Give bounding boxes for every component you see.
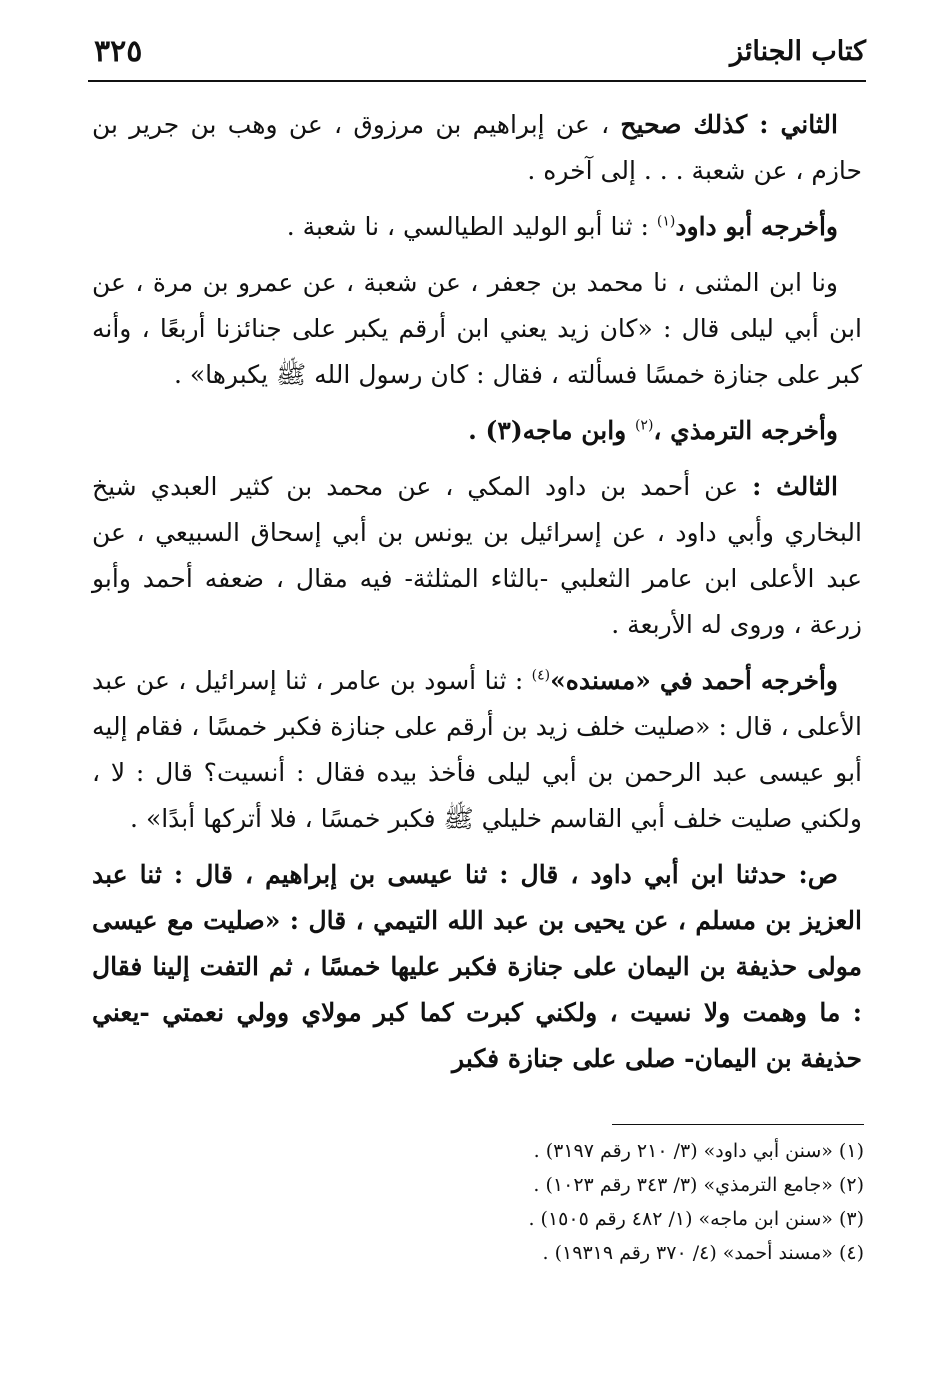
- paragraph-text: عن أحمد بن داود المكي ، عن محمد بن كثير العبدي شيخ البخاري وأبي داود ، عن إسرائيل بن يونس بن أبي إسحاق السبيعي ، عن عبد الأعلى ابن عامر الثعلبي -بالثاء المثلثة- فيه مقال ، ضعفه أحمد وأبو زرعة ، وروى له الأربعة .: [92, 472, 863, 639]
- paragraph-second-chain: [92, 102, 862, 194]
- paragraph-lead: وأخرجه أبو داود: [675, 212, 838, 241]
- footnote-1: (١) «سنن أبي داود» (٣/ ٢١٠ رقم ٣١٩٧) .: [533, 1140, 864, 1162]
- footnote-divider: [612, 1124, 864, 1125]
- footnote-ref: (٤): [531, 667, 551, 684]
- paragraph-tirmidhi: [92, 408, 862, 454]
- paragraph-lead: الثاني : كذلك صحيح: [620, 110, 838, 139]
- paragraph-ahmad: [92, 658, 862, 842]
- paragraph-lead: وأخرجه أحمد في «مسنده»: [550, 666, 838, 695]
- paragraph-text: ونا ابن المثنى ، نا محمد بن جعفر ، عن شعبة ، عن عمرو بن مرة ، عن ابن أبي ليلى قال : «كان زيد يعني ابن أرقم يكبر على جنائزنا أربعًا ، وأنه كبر على جنازة خمسًا فسألته ، فقال : كان رسول الله ﷺ يكبرها» .: [92, 268, 862, 389]
- main-text: [92, 102, 862, 1092]
- paragraph-text: وابن ماجه(٣) .: [468, 416, 635, 445]
- footnote-2: (٢) «جامع الترمذي» (٣/ ٣٤٣ رقم ١٠٢٣) .: [533, 1174, 864, 1196]
- paragraph-ibn-muthanna: [92, 260, 862, 398]
- paragraph-abu-dawud: [92, 204, 862, 250]
- paragraph-third-chain: [92, 464, 862, 648]
- footnote-ref: (٢): [634, 417, 654, 434]
- footnote-4: (٤) «مسند أحمد» (٤/ ٣٧٠ رقم ١٩٣١٩) .: [542, 1242, 864, 1264]
- paragraph-text: ، عن إبراهيم بن مرزوق ، عن وهب بن جرير بن حازم ، عن شعبة . . . إلى آخره .: [92, 110, 862, 185]
- paragraph-text: : ثنا أسود بن عامر ، ثنا إسرائيل ، عن عبد الأعلى ، قال : «صليت خلف زيد بن أرقم على جنازة فكبر خمسًا ، فقام إليه أبو عيسى عبد الرحمن بن أبي ليلى فأخذ بيده فقال : أنسيت؟ قال : لا ، ولكني صليت خلف أبي القاسم خليلي ﷺ فكبر خمسًا ، فلا أتركها أبدًا» .: [92, 666, 862, 833]
- paragraph-lead: الثالث :: [752, 472, 838, 501]
- paragraph-text: : ثنا أبو الوليد الطيالسي ، نا شعبة .: [286, 212, 657, 241]
- footnote-ref: (١): [656, 213, 676, 230]
- paragraph-sad-text: ص: حدثنا ابن أبي داود ، قال : ثنا عيسى بن إبراهيم ، قال : ثنا عبد العزيز بن مسلم ، عن يحيى بن عبد الله التيمي ، قال : «صليت مع عيسى مولى حذيفة بن اليمان على جنازة فكبر عليها خمسًا ، ثم التفت إلينا فقال : ما وهمت ولا نسيت ، ولكني كبرت كما كبر مولاي وولي نعمتي -يعني حذيفة بن اليمان- صلى على جنازة فكبر: [92, 860, 862, 1073]
- footnote-3: (٣) «سنن ابن ماجه» (١/ ٤٨٢ رقم ١٥٠٥) .: [528, 1208, 864, 1230]
- chapter-title: كتاب الجنائز: [730, 36, 866, 67]
- paragraph-lead: وأخرجه الترمذي ،: [653, 416, 838, 445]
- page-number: ٣٢٥: [94, 34, 143, 69]
- page-header: [88, 30, 866, 82]
- footnotes: [300, 1134, 864, 1270]
